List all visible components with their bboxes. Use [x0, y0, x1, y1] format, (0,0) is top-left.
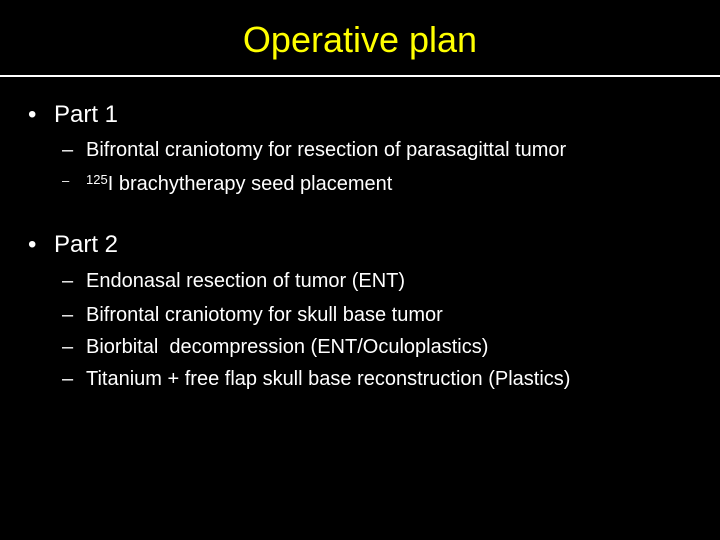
slide-title: Operative plan	[242, 19, 478, 60]
bullet-part-1	[28, 100, 118, 130]
title-divider	[0, 75, 720, 77]
sub-item-1-2	[62, 168, 392, 197]
dash-icon: –	[62, 304, 74, 326]
bullet-label: Part 2	[54, 231, 119, 258]
bullet-label: Part 1	[54, 101, 119, 128]
sub-item-2-2	[62, 302, 443, 328]
sub-item-2-4	[62, 366, 570, 392]
sub-item-text: I brachytherapy seed placement	[107, 173, 393, 195]
bullet-part-2	[28, 230, 118, 260]
dash-icon: –	[62, 139, 74, 161]
isotope-superscript: 125	[86, 172, 108, 187]
sub-item-text: Endonasal resection of tumor (ENT)	[86, 270, 406, 292]
sub-item-2-1	[62, 268, 405, 294]
dash-icon: –	[62, 336, 74, 358]
bullet-icon: •	[28, 101, 37, 128]
sub-item-1-1	[62, 137, 566, 163]
sub-item-text: Titanium + free flap skull base reconstruction (Plastics)	[86, 368, 571, 390]
sub-item-text: Biorbital decompression (ENT/Oculoplastics)	[86, 336, 489, 358]
dash-icon: –	[62, 173, 70, 188]
dash-icon: –	[62, 270, 74, 292]
sub-item-text: Bifrontal craniotomy for resection of parasagittal tumor	[86, 139, 567, 161]
dash-icon: –	[62, 368, 74, 390]
sub-item-2-3	[62, 334, 488, 360]
sub-item-text: Bifrontal craniotomy for skull base tumor	[86, 304, 443, 326]
bullet-icon: •	[28, 231, 37, 258]
